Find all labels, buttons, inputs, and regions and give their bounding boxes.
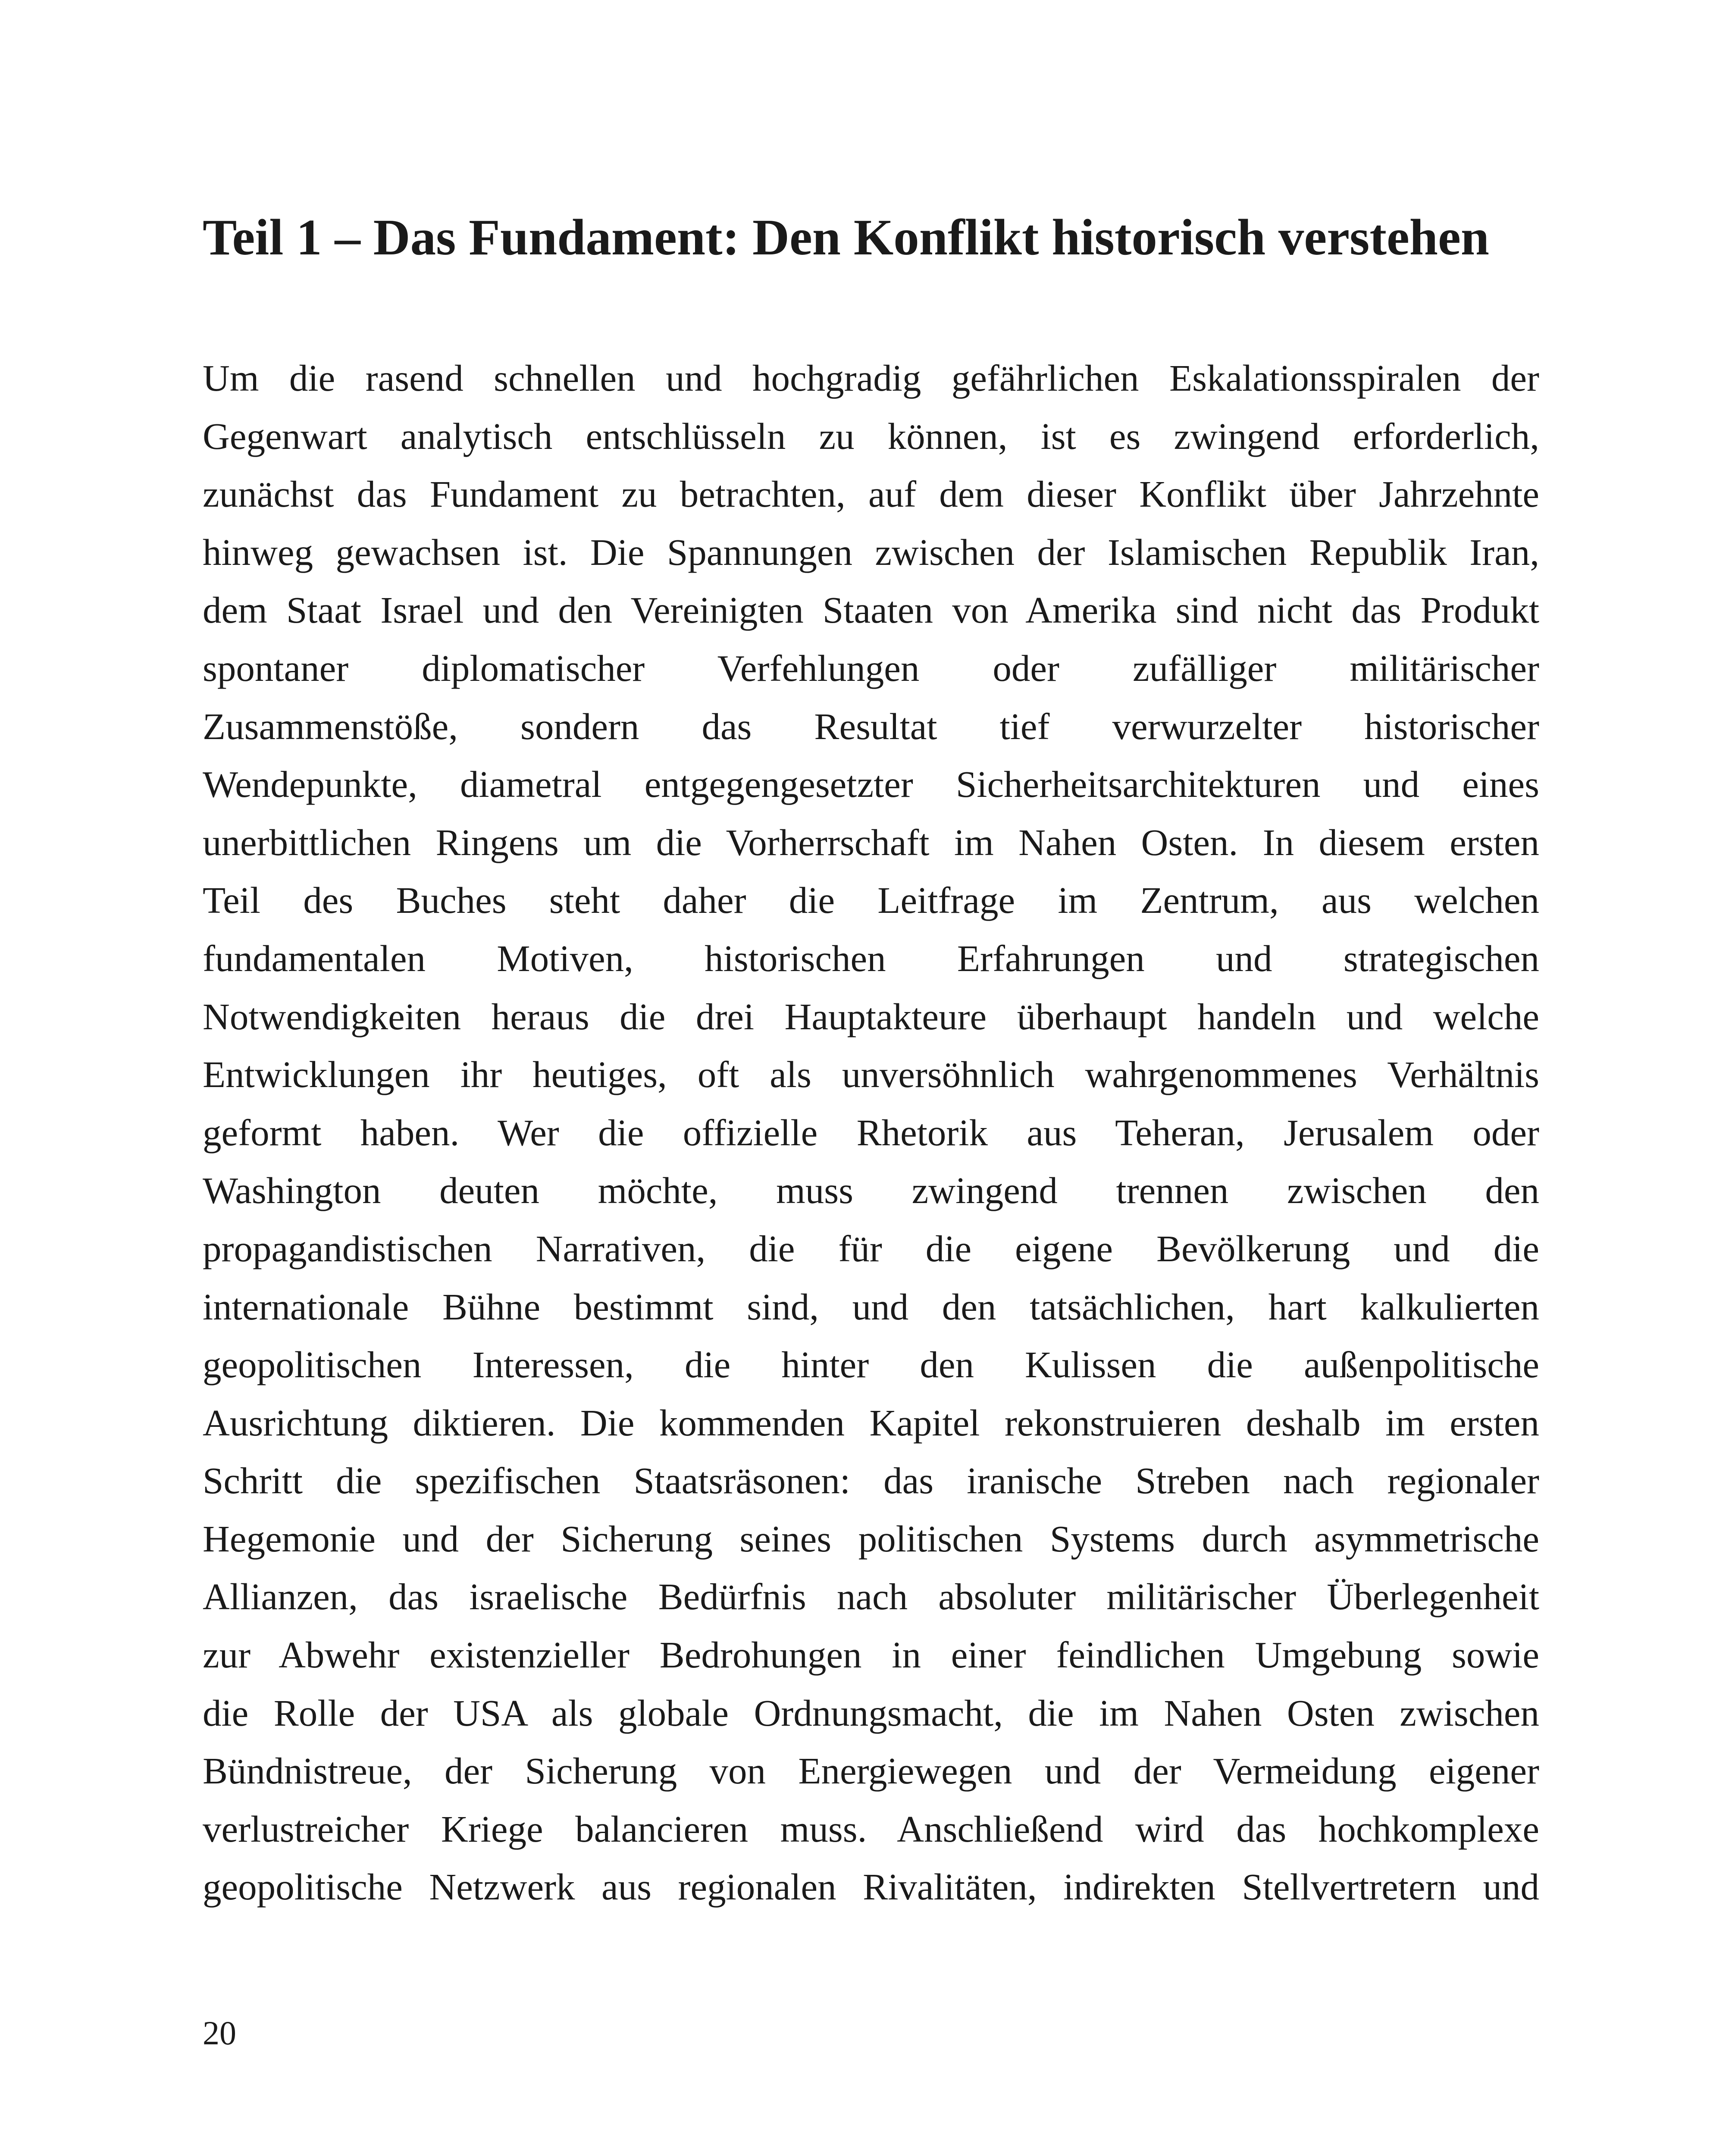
- text-line: Teil des Buches steht daher die Leitfrage im Zentrum, aus welchen: [203, 879, 1539, 921]
- text-line: propagandistischen Narrativen, die für die eigene Bevölkerung und die: [203, 1227, 1539, 1269]
- text-line: Bündnistreue, der Sicherung von Energiewegen und der Vermeidung eigener: [203, 1750, 1539, 1792]
- text-line: unerbittlichen Ringens um die Vorherrschaft im Nahen Osten. In diesem ersten: [203, 821, 1539, 863]
- text-line: Wendepunkte, diametral entgegengesetzter Sicherheitsarchitekturen und eines: [203, 763, 1539, 805]
- text-line: Gegenwart analytisch entschlüsseln zu können, ist es zwingend erforderlich,: [203, 415, 1539, 457]
- body-text: [203, 349, 1539, 1916]
- text-line: geformt haben. Wer die offizielle Rhetorik aus Teheran, Jerusalem oder: [203, 1111, 1539, 1153]
- text-line: hinweg gewachsen ist. Die Spannungen zwischen der Islamischen Republik Iran,: [203, 531, 1539, 573]
- text-line: Washington deuten möchte, muss zwingend trennen zwischen den: [203, 1169, 1539, 1212]
- text-line: dem Staat Israel und den Vereinigten Staaten von Amerika sind nicht das Produkt: [203, 589, 1539, 631]
- text-line: Entwicklungen ihr heutiges, oft als unversöhnlich wahrgenommenes Verhältnis: [203, 1053, 1539, 1096]
- text-line: Ausrichtung diktieren. Die kommenden Kapitel rekonstruieren deshalb im ersten: [203, 1401, 1539, 1444]
- chapter-title: Teil 1 – Das Fundament: Den Konflikt historisch verstehen: [203, 209, 1489, 266]
- text-line: spontaner diplomatischer Verfehlungen oder zufälliger militärischer: [203, 647, 1539, 689]
- text-line: die Rolle der USA als globale Ordnungsmacht, die im Nahen Osten zwischen: [203, 1692, 1539, 1734]
- text-line: Zusammenstöße, sondern das Resultat tief verwurzelter historischer: [203, 705, 1539, 747]
- page-number: 20: [203, 2014, 236, 2052]
- text-line: internationale Bühne bestimmt sind, und den tatsächlichen, hart kalkulierten: [203, 1285, 1539, 1328]
- text-line: Um die rasend schnellen und hochgradig gefährlichen Eskalationsspiralen der: [203, 357, 1539, 399]
- text-line: geopolitische Netzwerk aus regionalen Rivalitäten, indirekten Stellvertretern und: [203, 1866, 1539, 1908]
- text-line: zur Abwehr existenzieller Bedrohungen in einer feindlichen Umgebung sowie: [203, 1634, 1539, 1676]
- text-line: zunächst das Fundament zu betrachten, auf dem dieser Konflikt über Jahrzehnte: [203, 473, 1539, 515]
- text-line: Allianzen, das israelische Bedürfnis nach absoluter militärischer Überlegenheit: [203, 1576, 1539, 1618]
- text-line: Schritt die spezifischen Staatsräsonen: das iranische Streben nach regionaler: [203, 1460, 1539, 1502]
- text-line: geopolitischen Interessen, die hinter den Kulissen die außenpolitische: [203, 1344, 1539, 1386]
- text-line: verlustreicher Kriege balancieren muss. Anschließend wird das hochkomplexe: [203, 1808, 1539, 1850]
- text-line: Hegemonie und der Sicherung seines politischen Systems durch asymmetrische: [203, 1517, 1539, 1560]
- text-line: fundamentalen Motiven, historischen Erfahrungen und strategischen: [203, 937, 1539, 979]
- text-line: Notwendigkeiten heraus die drei Hauptakteure überhaupt handeln und welche: [203, 995, 1539, 1037]
